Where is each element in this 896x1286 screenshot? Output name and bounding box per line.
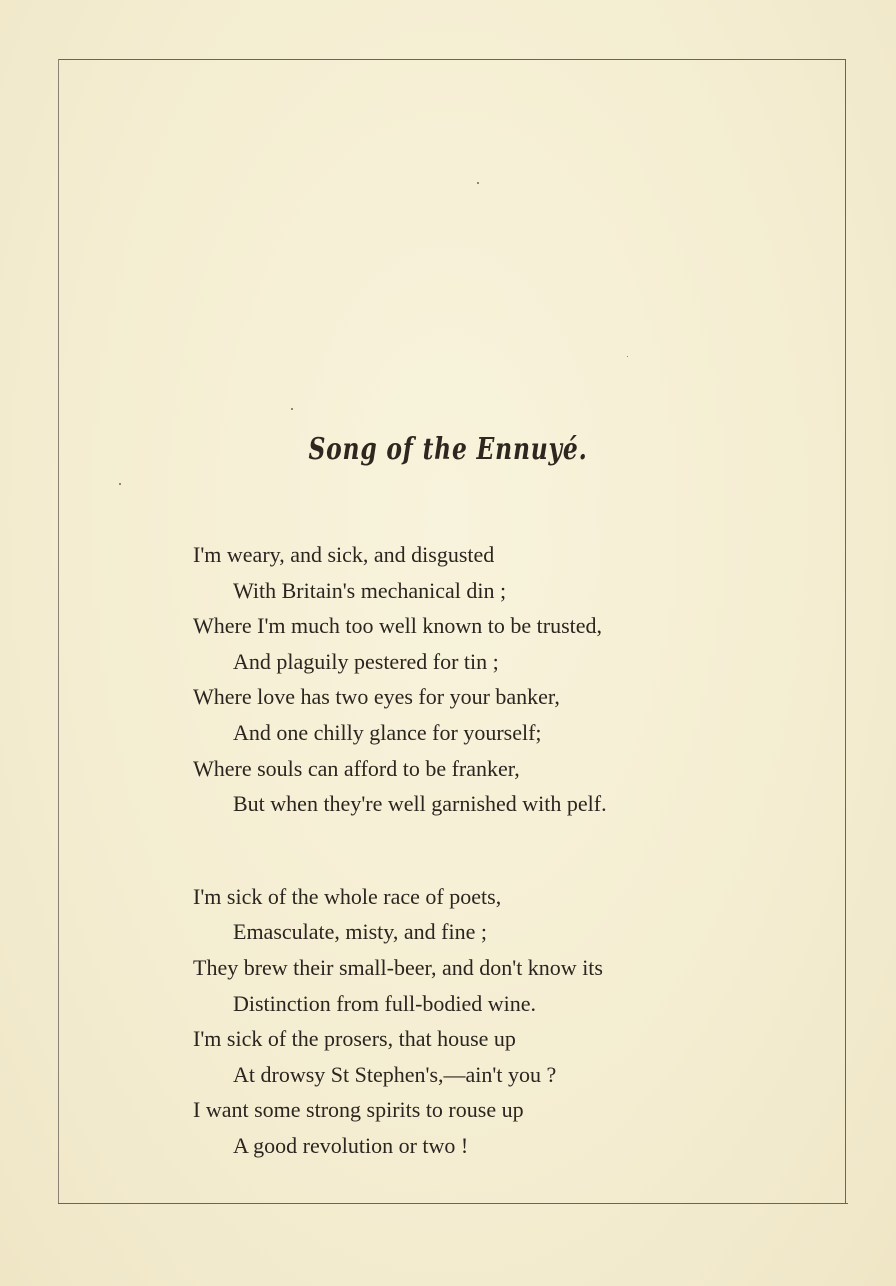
poem-line: They brew their small-beer, and don't know its bbox=[193, 954, 603, 980]
poem-line: I'm sick of the whole race of poets, bbox=[193, 883, 502, 909]
poem-line: Where souls can afford to be franker, bbox=[193, 755, 520, 781]
frame-rule-top bbox=[58, 59, 846, 60]
poem-line: And one chilly glance for yourself; bbox=[233, 719, 542, 745]
paper-speck bbox=[291, 408, 293, 410]
poem-title: Song of the Ennuyé. bbox=[308, 432, 588, 467]
poem-line: Emasculate, misty, and fine ; bbox=[233, 919, 487, 945]
poem-line: I'm sick of the prosers, that house up bbox=[193, 1026, 516, 1052]
paper-speck bbox=[477, 182, 479, 184]
poem-line: And plaguily pestered for tin ; bbox=[233, 648, 499, 674]
poem-line: I'm weary, and sick, and disgusted bbox=[193, 542, 495, 567]
poem-line: A good revolution or two ! bbox=[233, 1132, 469, 1158]
poem-line: I want some strong spirits to rouse up bbox=[193, 1097, 524, 1123]
paper-speck bbox=[627, 356, 628, 357]
poem-line: At drowsy St Stephen's,—ain't you ? bbox=[233, 1061, 557, 1087]
poem-line: With Britain's mechanical din ; bbox=[233, 577, 507, 603]
poem-line: Where I'm much too well known to be trusted, bbox=[193, 613, 603, 639]
stanza-1 bbox=[193, 537, 813, 822]
frame-rule-right bbox=[845, 59, 846, 1204]
poem-body bbox=[193, 537, 813, 1221]
frame-rule-left bbox=[58, 59, 59, 1204]
poem-line: Distinction from full-bodied wine. bbox=[233, 990, 537, 1016]
poem-line: But when they're well garnished with pelf. bbox=[233, 791, 607, 817]
paper-speck bbox=[119, 483, 121, 485]
stanza-2 bbox=[193, 879, 813, 1164]
poem-line: Where love has two eyes for your banker, bbox=[193, 684, 560, 710]
